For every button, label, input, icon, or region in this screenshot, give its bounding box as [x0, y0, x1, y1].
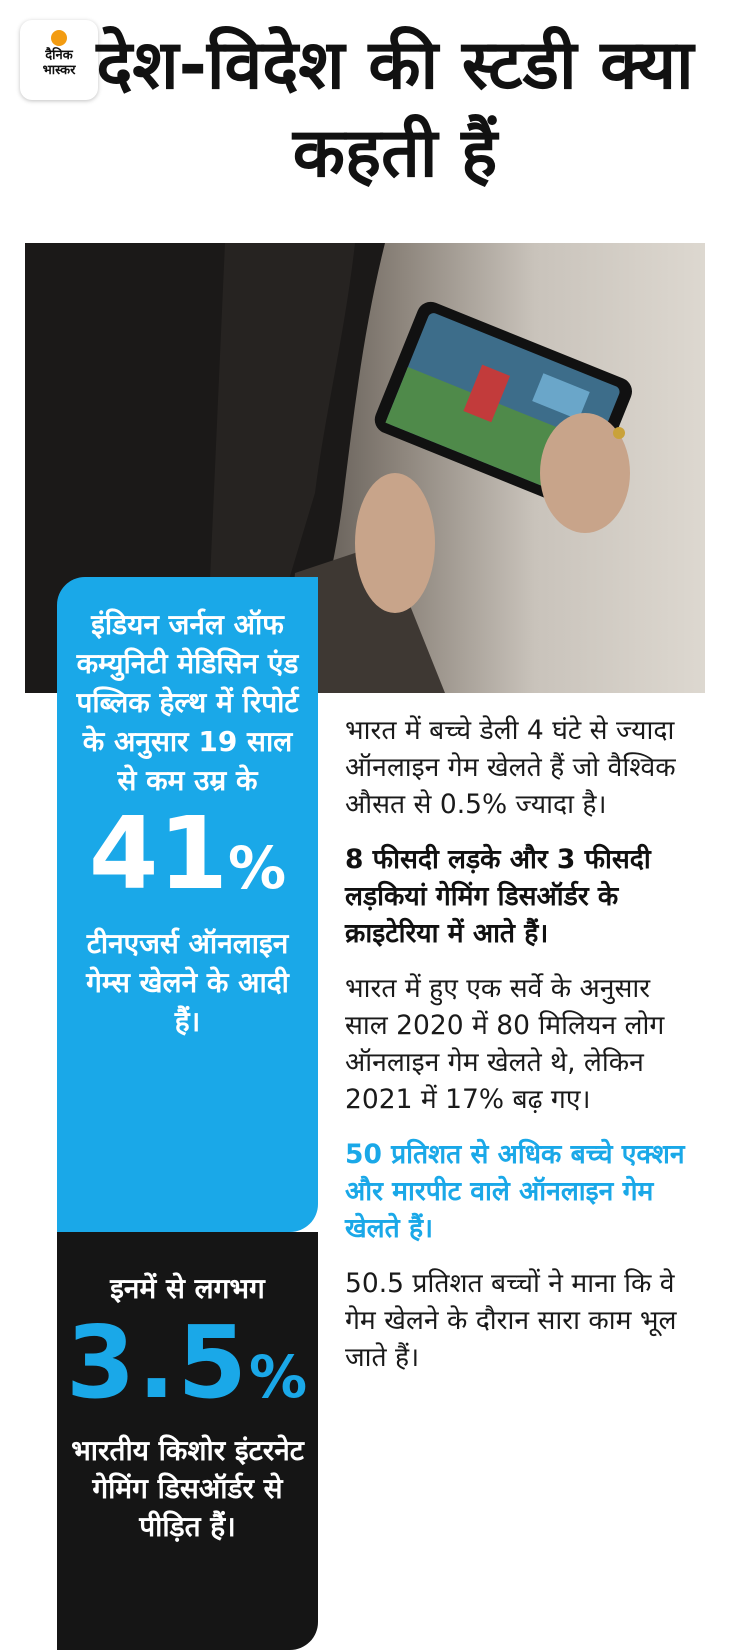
blue-stat-value: 41: [88, 795, 229, 912]
blue-stat-outro: टीनएजर्स ऑनलाइन गेम्स खेलने के आदी हैं।: [86, 927, 289, 1038]
dainik-bhaskar-logo: [20, 20, 98, 100]
fact-paragraph-2: 8 फीसदी लड़के और 3 फीसदी लड़कियां गेमिंग डिसऑर्डर के क्राइटेरिया में आते हैं।: [345, 844, 651, 949]
black-stat-outro: भारतीय किशोर इंटरनेट गेमिंग डिसऑर्डर से पीड़ित हैं।: [71, 1434, 304, 1543]
blue-stat-box: [57, 577, 318, 1232]
black-stat-intro: इनमें से लगभग: [110, 1272, 265, 1305]
black-stat-value: 3.5: [65, 1304, 250, 1421]
black-stat-percent-sign: %: [249, 1343, 310, 1411]
fact-paragraph-4: 50 प्रतिशत से अधिक बच्चे एक्शन और मारपीट वाले ऑनलाइन गेम खेलते हैं।: [345, 1139, 685, 1244]
stats-column: [57, 577, 318, 1650]
black-stat-percent: [57, 1304, 318, 1428]
blue-stat-percent-sign: %: [228, 834, 287, 902]
blue-stat-percent: [57, 795, 318, 918]
sun-icon: [51, 30, 67, 46]
page-title: देश-विदेश की स्टडी क्या कहती हैं: [96, 26, 694, 193]
fact-paragraph-3: भारत में हुए एक सर्वे के अनुसार साल 2020 में 80 मिलियन लोग ऑनलाइन गेम खेलते थे, लेकिन 2021 में 17% बढ़ गए।: [345, 973, 665, 1115]
blue-stat-intro: इंडियन जर्नल ऑफ कम्युनिटी मेडिसिन एंड पब्लिक हेल्थ में रिपोर्ट के अनुसार 19 साल से कम उम्र के: [76, 608, 299, 797]
fact-paragraph-5: 50.5 प्रतिशत बच्चों ने माना कि वे गेम खेलने के दौरान सारा काम भूल जाते हैं।: [345, 1268, 677, 1373]
logo-line-1: दैनिक: [45, 48, 73, 63]
logo-line-2: भास्कर: [42, 63, 76, 78]
fact-paragraph-1: भारत में बच्चे डेली 4 घंटे से ज्यादा ऑनलाइन गेम खेलते हैं जो वैश्विक औसत से 0.5% ज्यादा है।: [345, 715, 676, 820]
facts-column: [345, 712, 695, 1394]
black-stat-box: [57, 1232, 318, 1650]
